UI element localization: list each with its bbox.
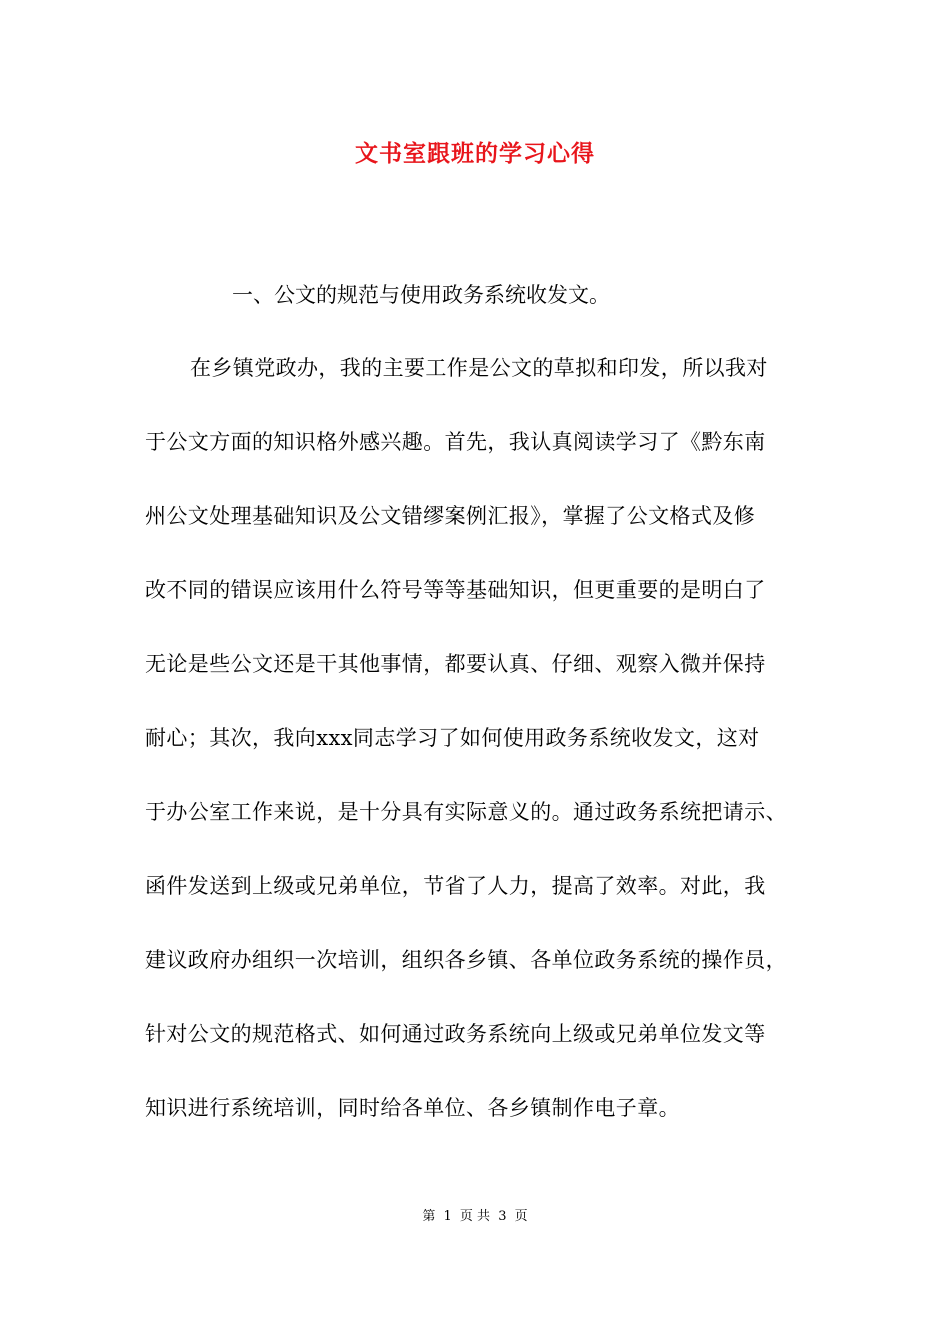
paragraph-line: 于公文方面的知识格外感兴趣。首先，我认真阅读学习了《黔东南 — [145, 430, 766, 454]
paragraph-line: 州公文处理基础知识及公文错缪案例汇报》，掌握了公文格式及修 — [145, 504, 756, 528]
paragraph-line: 知识进行系统培训，同时给各单位、各乡镇制作电子章。 — [145, 1096, 680, 1120]
paragraph-line: 在乡镇党政办，我的主要工作是公文的草拟和印发，所以我对 — [190, 356, 768, 380]
paragraph-line: 于办公室工作来说，是十分具有实际意义的。通过政务系统把请示、 — [145, 800, 787, 824]
document-title: 文书室跟班的学习心得 — [355, 140, 595, 167]
paragraph-line: 函件发送到上级或兄弟单位，节省了人力，提高了效率。对此，我 — [145, 874, 766, 898]
paragraph-line: 无论是些公文还是干其他事情，都要认真、仔细、观察入微并保持 — [145, 652, 766, 676]
footer-suffix: 页 — [514, 1209, 528, 1224]
paragraph-line: 耐心；其次，我向xxx同志学习了如何使用政务系统收发文，这对 — [145, 726, 760, 750]
total-page-number: 3 — [498, 1209, 507, 1224]
page-footer — [0, 1207, 950, 1227]
paragraph-line: 建议政府办组织一次培训，组织各乡镇、各单位政务系统的操作员， — [145, 948, 787, 972]
current-page-number: 1 — [443, 1209, 452, 1224]
section-heading: 一、公文的规范与使用政务系统收发文。 — [232, 283, 610, 307]
paragraph-line: 改不同的错误应该用什么符号等等基础知识，但更重要的是明白了 — [145, 578, 766, 602]
footer-prefix: 第 — [422, 1209, 436, 1224]
footer-middle: 页 共 — [459, 1209, 491, 1224]
paragraph-line: 针对公文的规范格式、如何通过政务系统向上级或兄弟单位发文等 — [145, 1022, 766, 1046]
